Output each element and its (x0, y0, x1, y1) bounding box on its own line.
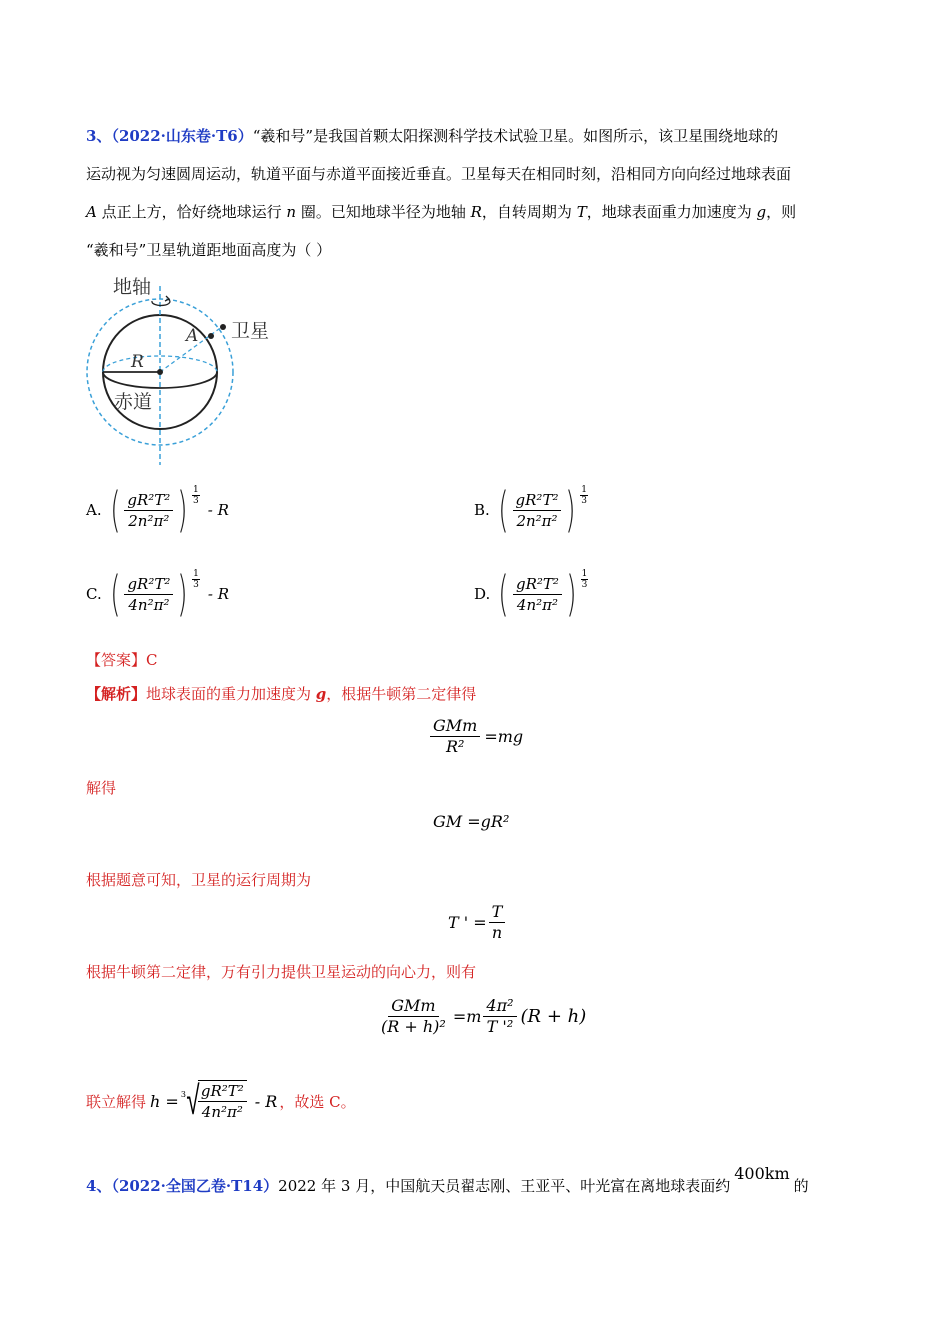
point-a-label: A (186, 326, 199, 346)
question-text: 2022 年 3 月，中国航天员翟志刚、王亚平、叶光富在离地球表面约 (278, 1177, 731, 1195)
fraction: $\frac{\text{gR²T²}}{\text{4n²π²}}$ (124, 574, 173, 615)
right-paren: ) (566, 566, 577, 622)
center-point (157, 369, 163, 375)
eq4-fraction-right: $\frac{\text{4π²}}{\text{T '²}}$ (483, 996, 516, 1037)
option-suffix: - R (207, 501, 229, 519)
left-paren: ( (498, 566, 509, 622)
question-4-line-1: 4、（2022·全国乙卷·T14）2022 年 3 月，中国航天员翟志刚、王亚平、叶光富在离地球表面约400km的 (86, 1164, 809, 1195)
exponent: 1 3 (581, 568, 588, 590)
analysis-line-3: 根据牛顿第二定律，万有引力提供卫星运动的向心力，则有 (86, 963, 477, 981)
option-label: A. (86, 501, 102, 519)
eq1-rhs: =mg (484, 727, 524, 746)
exponent: 1 3 (193, 484, 199, 506)
option-label: D. (474, 585, 491, 603)
question-source: （2022·山东卷·T6） (111, 127, 253, 145)
question-source: （2022·全国乙卷·T14） (111, 1177, 279, 1195)
root-sign: √ (186, 1078, 200, 1124)
option-c[interactable] (86, 566, 229, 622)
left-paren: ( (109, 482, 121, 538)
option-b[interactable] (474, 482, 596, 538)
solve-label: 解得 (86, 779, 117, 797)
analysis-line-2: 根据题意可知，卫星的运行周期为 (86, 871, 312, 889)
question-number: 4、 (86, 1177, 112, 1195)
equation-2: GM =gR² (433, 812, 510, 831)
right-paren: ) (565, 482, 576, 538)
question-3-line-1 (86, 126, 778, 146)
eq4-tail: (R + h) (520, 1006, 587, 1027)
axis-label: 地轴 (113, 276, 152, 298)
satellite-point (220, 324, 226, 330)
root-fraction: $\frac{\text{gR²T²}}{\text{4n²π²}}$ (198, 1080, 247, 1122)
final-text: ，故选 C。 (279, 1092, 356, 1111)
exponent: 1 3 (581, 484, 587, 506)
analysis-tag: 【解析】 (86, 685, 147, 703)
rotation-arrowhead (165, 296, 169, 301)
equator-label: 赤道 (114, 391, 153, 413)
right-paren: ) (177, 482, 188, 538)
final-prefix: 联立解得 (86, 1092, 147, 1111)
question-3-line-2: 运动视为匀速圆周运动，轨道平面与赤道平面接近垂直。卫星每天在相同时刻，沿相同方向向经过地球表面 (86, 165, 792, 183)
eq4-mid: =m (452, 1007, 482, 1026)
option-suffix: - R (207, 585, 229, 603)
option-d[interactable] (474, 566, 596, 622)
option-a[interactable] (86, 482, 229, 538)
analysis-line-1: 【解析】地球表面的重力加速度为 g，根据牛顿第二定律得 (86, 685, 477, 703)
eq1-fraction: $\frac{\text{GMm}}{\text{R²}}$ (430, 716, 480, 757)
equation-4 (378, 996, 586, 1037)
left-paren: ( (498, 482, 509, 538)
answer-line (86, 650, 158, 670)
final-solution-line (86, 1080, 356, 1122)
final-suffix: - R (254, 1091, 278, 1111)
question-3-line-3: A 点正上方，恰好绕地球运行 n 圈。已知地球半径为地轴 R，自转周期为 T，地球表面重力加速度为 g，则 (86, 203, 797, 221)
final-h: h = (150, 1091, 179, 1111)
equation-3 (448, 902, 505, 943)
radius-label: R (131, 352, 144, 372)
answer-tag: 【答案】 (86, 651, 147, 669)
eq3-lhs: T ' = (448, 913, 487, 932)
eq4-fraction-left: $\frac{\text{GMm}}{\text{(R + h)²}}$ (381, 996, 446, 1036)
answer-value: C (146, 651, 158, 669)
fraction: $\frac{\text{gR²T²}}{\text{2n²π²}}$ (124, 490, 173, 531)
right-paren: ) (177, 566, 188, 622)
eq3-fraction: $\frac{T}{n}$ (489, 902, 506, 943)
fraction: $\frac{\text{gR²T²}}{\text{2n²π²}}$ (513, 490, 562, 531)
satellite-label: 卫星 (231, 320, 270, 342)
option-label: B. (474, 501, 490, 519)
left-paren: ( (109, 566, 121, 622)
question-3-line-4: “羲和号”卫星轨道距地面高度为（ ） (86, 241, 332, 259)
fraction: $\frac{\text{gR²T²}}{\text{4n²π²}}$ (513, 574, 562, 615)
equation-1 (430, 716, 523, 757)
point-a (208, 333, 214, 339)
option-label: C. (86, 585, 102, 603)
distance-value: 400km (734, 1164, 790, 1183)
exponent: 1 3 (193, 568, 199, 590)
question-number: 3、 (86, 127, 112, 145)
root-index: 3 (180, 1090, 186, 1099)
cube-root (181, 1080, 247, 1122)
question-text: “羲和号”是我国首颗太阳探测科学技术试验卫星。如图所示，该卫星围绕地球的 (252, 127, 779, 145)
